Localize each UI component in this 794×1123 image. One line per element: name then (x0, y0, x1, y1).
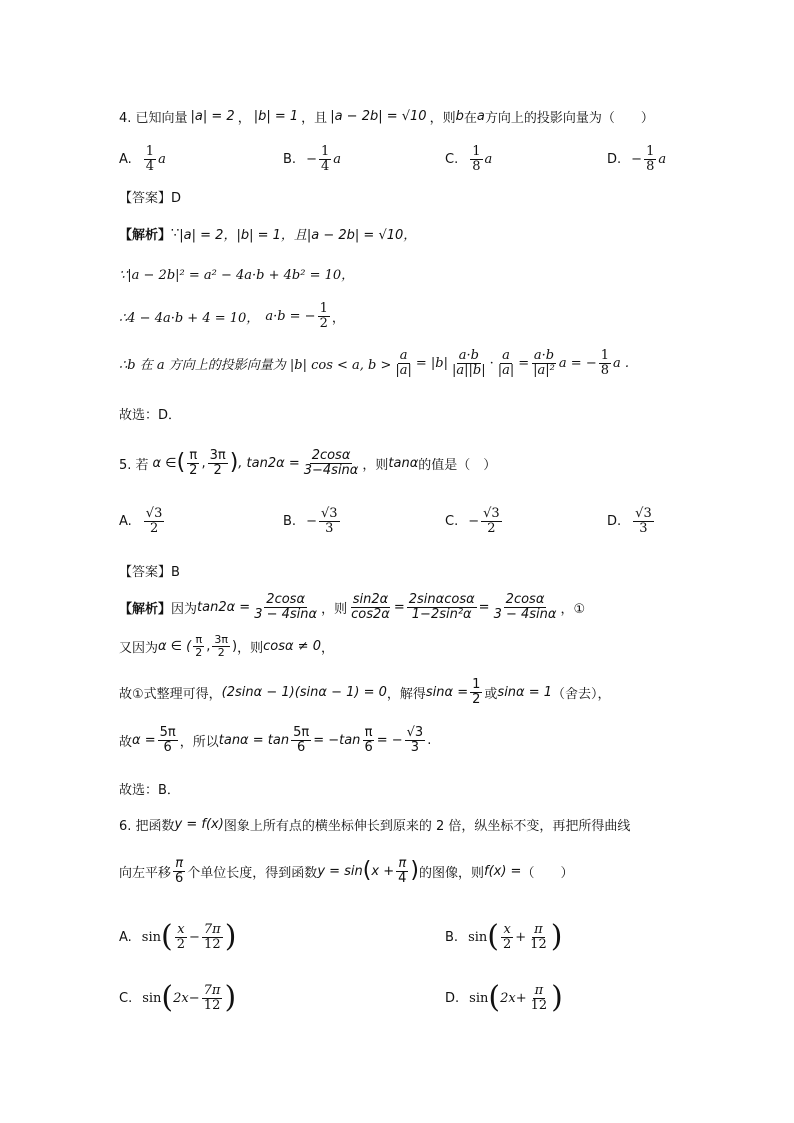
conclusion-text: 故选：B． (119, 783, 180, 798)
option-op: − (188, 990, 200, 1006)
frac-den: 1−2sin²α (411, 606, 472, 622)
math-text: = − (376, 732, 403, 748)
frac-den: 12 (204, 936, 221, 952)
option-den: 2 (487, 520, 496, 536)
frac-den: 2 (319, 315, 328, 331)
option-var: a (484, 151, 493, 167)
frac-num: 2cosα (505, 592, 545, 607)
option-letter: C. (445, 151, 459, 167)
q6-stem-line2: 向左平移 $\frac{\pi}{6}$ 个单位长度，得到函数 y = sin ( x + $\frac{\pi}{4}$ ) 的图像，则 f(x) = （ ） (119, 856, 574, 886)
math-text: (2sinα − 1)(sinα − 1) = 0 (221, 684, 387, 700)
q4-option-c[interactable] (445, 145, 492, 173)
q4-option-b[interactable] (283, 145, 341, 173)
frac-num: 1 (319, 301, 328, 316)
q4-mag-a: |a| = 2 (190, 109, 235, 124)
math-text: sinα = 1 (497, 684, 553, 700)
frac-num: 2sinαcosα (408, 592, 475, 607)
math-text: , tan2α = (238, 455, 300, 471)
math-text: f(x) = (484, 863, 522, 879)
option-num: 1 (145, 144, 155, 159)
frac-num: a (502, 348, 510, 363)
frac-num: 2cosα (266, 592, 306, 607)
frac-num: x (503, 921, 511, 937)
option-den: 4 (320, 158, 330, 174)
frac-den: 12 (203, 997, 221, 1013)
math-text: = |b| (415, 355, 449, 371)
frac-den: 2 (217, 645, 225, 659)
option-letter: D. (607, 151, 622, 167)
q4-on: 在 (463, 111, 477, 126)
frac-den: 2 (502, 936, 512, 952)
option-func: sin (142, 990, 162, 1006)
option-num: 1 (646, 144, 655, 159)
option-letter: A. (119, 929, 132, 945)
option-op: − (189, 929, 200, 945)
q5-then: ，则 (362, 457, 389, 473)
math-text: y = sin (317, 863, 363, 879)
frac-num: π (398, 856, 407, 871)
frac-den: 2 (472, 691, 481, 707)
q4-sep: ， (237, 111, 251, 126)
q4-analysis-line3 (119, 302, 345, 330)
math-text: a . (613, 355, 630, 371)
option-letter: B. (283, 151, 297, 167)
text: ，所以 (179, 734, 219, 750)
frac-num: 3π (214, 633, 229, 646)
q4-analysis-line2 (119, 264, 354, 283)
because-symbol: ∵ (171, 226, 180, 241)
text: 图象上所有点的横坐标伸长到原来的 2 倍，纵坐标不变，再把所得曲线 (223, 819, 631, 834)
option-letter: D. (445, 990, 460, 1006)
conclusion-text: 故选：D． (119, 408, 182, 423)
q5-option-a[interactable] (119, 507, 166, 535)
frac-num: sin2α (352, 592, 389, 607)
frac-den: 8 (600, 362, 609, 378)
math-text: ∵|a − 2b|² = a² − 4a·b + 4b² = 10， (119, 268, 355, 283)
option-sign: − (306, 151, 317, 167)
text: 故①式整理可得， (119, 686, 222, 702)
math-text: α ∈ (152, 455, 177, 471)
option-func: sin (141, 929, 161, 945)
q5-analysis-line2: 又因为 α ∈ ( $\frac{\pi}{2}$ , $\frac{3\pi}{2}$ ) ，则 cosα ≠ 0 ， (119, 633, 334, 659)
text: ，则 (321, 601, 348, 617)
frac-den: 6 (364, 739, 373, 755)
math-text: tanα = tan (218, 732, 290, 748)
q4-option-d[interactable] (607, 145, 666, 173)
q4-vec-b: b (455, 109, 464, 124)
answer-label: 【答案】D (119, 191, 182, 206)
q5-analysis-line1: 【解析】 因为 tan2α = $\frac{2\cos\alpha}{3 - 4\sin\alpha}$ ，则 $\frac{\sin 2\alpha}{\cos 2\alpha}$ = $\frac{2\sin\alpha\cos\alpha}{\text{1−2sin²α}}$ = $\frac{2\cos\alpha}{3 - 4\sin\alpha}$ ，① (119, 592, 586, 622)
frac-num: π (534, 982, 544, 998)
option-arg: 2x (173, 990, 189, 1006)
option-sign: − (468, 513, 480, 529)
option-den: 8 (646, 158, 655, 174)
option-letter: C. (119, 990, 133, 1006)
frac-den: |a| (497, 362, 515, 378)
q4-vec-a: a (476, 109, 485, 124)
q4-answer (119, 187, 181, 206)
option-den: 8 (472, 158, 481, 174)
analysis-label: 【解析】 (119, 601, 172, 617)
option-num: √3 (145, 506, 163, 521)
option-num: 1 (320, 144, 330, 159)
frac-den: 2 (195, 645, 203, 659)
q6-stem-line1 (119, 815, 630, 834)
frac-den: |a||b| (452, 362, 486, 378)
option-letter: A. (119, 513, 132, 529)
q4-stem (119, 107, 654, 126)
text: ，① (560, 601, 586, 617)
math-text: a·b = − (265, 308, 316, 324)
q5-analysis-line4 (119, 726, 431, 754)
math-text: ∴b 在 a 方向上的投影向量为 |b| cos < a, b > (119, 357, 392, 373)
frac-num: x (177, 921, 185, 937)
text: 的图像，则 (418, 865, 484, 881)
text: 又因为 (119, 640, 159, 656)
option-num: √3 (635, 506, 652, 521)
frac-num: 5π (159, 725, 176, 740)
frac-num: π (364, 725, 373, 740)
q5-stem: 5. 若 α ∈ ( $\frac{\pi}{2}$ , $\frac{3\pi}{2}$ ) , tan2α = $\frac{2\cos\alpha}{3-4\sin\alpha}$ ，则 tanα 的值是（ ） (119, 448, 497, 478)
frac-num: π (189, 448, 198, 463)
math-text: y = f(x) (174, 817, 224, 832)
q5-conclusion (119, 779, 180, 798)
option-num: √3 (320, 506, 338, 521)
frac-num: a·b (458, 348, 479, 363)
q4-option-a[interactable] (119, 145, 166, 173)
option-letter: D. (607, 513, 622, 529)
option-letter: A. (119, 151, 132, 167)
frac-den: 6 (297, 739, 306, 755)
text: 向左平移 (119, 865, 172, 881)
q4-question: 方向上的投影向量为（ ） (484, 111, 654, 126)
q4-and: ，且 (301, 111, 328, 126)
analysis-label: 【解析】 (119, 228, 172, 243)
frac-den: cos2α (351, 606, 390, 622)
frac-den: 6 (163, 739, 172, 755)
q5-option-d[interactable] (607, 507, 656, 535)
frac-den: 2 (213, 462, 222, 478)
q4-condition: |a − 2b| = √10 (330, 109, 427, 124)
math-text: cosα ≠ 0 (263, 638, 321, 654)
text: ，则 (237, 640, 264, 656)
q5-option-b[interactable] (283, 507, 342, 535)
q6-option-d[interactable]: D. sin ( 2x + $\frac{\pi}{12}$ ) (445, 980, 563, 1015)
q4-mag-b: |b| = 1 (253, 109, 299, 124)
q4-analysis-line4: ∴b 在 a 方向上的投影向量为 |b| cos < a, b > $\frac{a}{|a|}$ = |b| $\frac{a\cdot b}{|a||b|}$ · $\frac{a}{|a|}$ = $\frac{a\cdot b}{\text{|a|²}}$ a = − $\frac{1}{8}$ a . (119, 348, 630, 378)
option-op: + (515, 929, 527, 945)
math-text: tan2α = (197, 599, 251, 615)
q4-then: ，则 (429, 111, 456, 126)
frac-num: π (534, 921, 543, 937)
option-op: + (515, 990, 527, 1006)
q4-stem-text: 4. 已知向量 (119, 111, 188, 126)
option-num: 1 (472, 144, 481, 159)
math-text: = −tan (313, 732, 361, 748)
q5-answer (119, 561, 180, 580)
frac-num: π (175, 856, 184, 871)
frac-den: 12 (530, 936, 547, 952)
option-den: 2 (149, 520, 159, 536)
punct: ， (331, 310, 345, 326)
option-sign: − (631, 151, 643, 167)
frac-den: 3 − 4sinα (254, 606, 318, 622)
math-text: α = (132, 732, 156, 748)
frac-num: 3π (209, 448, 226, 463)
text: ) (232, 638, 238, 654)
text: 故 (119, 734, 133, 750)
text: 或 (484, 686, 498, 702)
frac-num: a·b (533, 348, 555, 363)
option-var: a (158, 151, 166, 167)
q6-option-b[interactable]: B. sin ( $\frac{x}{2}$ + $\frac{\pi}{12}$ ) (445, 919, 563, 954)
math-text: α ∈ ( (158, 638, 192, 654)
q5-option-c[interactable] (445, 507, 504, 535)
option-var: a (333, 151, 342, 167)
text: . (427, 732, 432, 748)
q5-question: 的值是（ ） (418, 457, 497, 473)
frac-den: 2 (176, 936, 185, 952)
math-text: tanα (388, 455, 419, 471)
option-letter: C. (445, 513, 459, 529)
text: 因为 (171, 601, 198, 617)
q6-option-c[interactable]: C. sin ( 2x − $\frac{7\pi}{12}$ ) (119, 980, 237, 1015)
frac-den: 12 (530, 997, 548, 1013)
option-den: 4 (145, 158, 155, 174)
q4-conclusion (119, 404, 181, 423)
option-func: sin (468, 929, 488, 945)
q5-analysis-line3 (119, 678, 611, 706)
frac-den: 3−4sinα (303, 462, 359, 478)
frac-den: 2 (189, 462, 198, 478)
frac-den: |a|² (533, 362, 555, 378)
option-num: √3 (483, 506, 500, 521)
option-arg: 2x (500, 990, 516, 1006)
math-text: ∴4 − 4a·b + 4 = 10， (119, 310, 260, 326)
math-text: sinα = (425, 684, 469, 700)
frac-num: 1 (472, 677, 481, 692)
option-letter: B. (283, 513, 297, 529)
option-func: sin (469, 990, 489, 1006)
math-text: |a| = 2，|b| = 1，且|a − 2b| = √10， (179, 228, 417, 243)
frac-num: π (195, 633, 203, 646)
text: 6. 把函数 (119, 819, 175, 834)
dot: · (489, 355, 494, 371)
option-var: a (658, 151, 667, 167)
frac-num: √3 (406, 725, 424, 740)
option-den: 3 (639, 520, 648, 536)
text: （舍去）， (552, 686, 611, 702)
text: ， (320, 640, 334, 656)
frac-num: 7π (203, 921, 221, 937)
frac-den: 3 − 4sinα (493, 606, 557, 622)
option-letter: B. (445, 929, 459, 945)
frac-num: 5π (293, 725, 310, 740)
frac-den: 3 (410, 739, 420, 755)
math-text: x + (371, 863, 395, 879)
option-den: 3 (325, 520, 334, 536)
text: ，解得 (386, 686, 426, 702)
math-text: a = − (558, 355, 597, 371)
frac-den: 6 (175, 870, 184, 886)
frac-num: 7π (203, 982, 221, 998)
q5-stem-text: 5. 若 (119, 457, 149, 473)
frac-num: 1 (600, 348, 609, 363)
frac-num: 2cosα (311, 448, 351, 463)
option-sign: − (306, 513, 317, 529)
text: 个单位长度，得到函数 (187, 865, 318, 881)
frac-den: 4 (398, 870, 407, 886)
text: （ ） (521, 865, 574, 881)
q4-analysis-line1 (119, 224, 416, 243)
answer-label: 【答案】B (119, 565, 180, 580)
q6-option-a[interactable]: A. sin ( $\frac{x}{2}$ − $\frac{7\pi}{12}$ ) (119, 919, 237, 954)
